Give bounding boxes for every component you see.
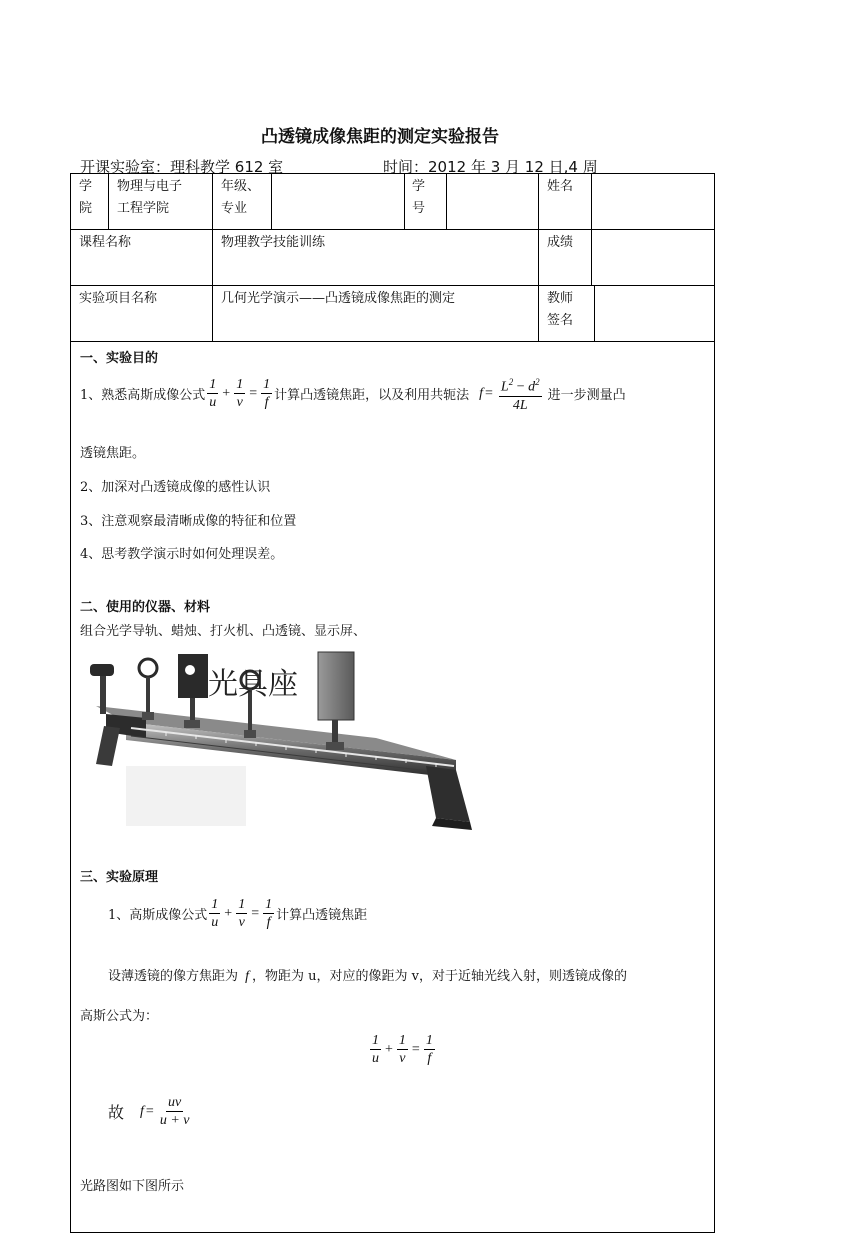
section-heading-materials: 二、使用的仪器、材料: [80, 600, 211, 615]
lab-room-line: 开课实验室：理科教学 612 室: [80, 158, 284, 176]
principle-paragraph-cont: 高斯公式为：: [80, 1009, 159, 1024]
section-heading-objectives: 一、实验目的: [80, 351, 159, 366]
col-divider: [108, 173, 109, 229]
principle-item-1: 1、高斯成像公式 $\frac{1}{u}$ + $\frac{1}{v}$ = $\frac{1}{f}$ 计算凸透镜焦距: [108, 897, 368, 930]
college-label: 学 院: [79, 179, 93, 216]
course-value: 物理教学技能训练: [221, 235, 326, 250]
objective-item-2: 2、加深对凸透镜成像的感性认识: [80, 480, 271, 495]
objective-item-3: 3、注意观察最清晰成像的特征和位置: [80, 514, 297, 529]
project-label: 实验项目名称: [79, 291, 158, 306]
col-divider: [404, 173, 405, 229]
row-divider-2: [70, 285, 715, 286]
row-divider-3: [70, 341, 715, 342]
grade-label: 年级、 专业: [221, 179, 261, 216]
col-divider: [594, 285, 595, 341]
section-heading-principle: 三、实验原理: [80, 870, 159, 885]
principle-paragraph: 设薄透镜的像方焦距为 f ，物距为 u，对应的像距为 v，对于近轴光线入射，则透镜成像的: [108, 969, 628, 984]
diagram-caption: 光路图如下图所示: [80, 1179, 185, 1194]
image-caption: 光具座: [208, 667, 298, 702]
document-title: 凸透镜成像焦距的测定实验报告: [261, 127, 499, 147]
optical-bench-image: [86, 646, 482, 836]
col-divider: [446, 173, 447, 229]
student-id-label: 学 号: [412, 179, 426, 216]
materials-list: 组合光学导轨、蜡烛、打火机、凸透镜、显示屏、: [80, 624, 367, 639]
formula-1-over-v: $\frac{1}{v}$: [236, 377, 244, 411]
formula-1-over-u: $\frac{1}{u}$: [209, 377, 217, 411]
formula-1-over-f: $\frac{1}{f}$: [263, 377, 271, 411]
col-divider: [271, 173, 272, 229]
col-divider: [591, 173, 592, 285]
project-value: 几何光学演示——凸透镜成像焦距的测定: [221, 291, 456, 306]
score-label: 成绩: [547, 235, 574, 250]
gauss-formula: $\frac{1}{u}$ + $\frac{1}{v}$ = $\frac{1}{f}$: [372, 1033, 433, 1066]
college-value: 物理与电子 工程学院: [117, 179, 183, 216]
conjugate-formula: $\frac{L^2 - d^2}{4L}$: [499, 374, 542, 414]
objective-item-4: 4、思考教学演示时如何处理误差。: [80, 547, 284, 562]
course-label: 课程名称: [79, 235, 132, 250]
row-divider-1: [70, 229, 715, 230]
name-label: 姓名: [547, 179, 574, 194]
objective-item-1-cont: 透镜焦距。: [80, 446, 146, 461]
objective-item-1: 1、熟悉高斯成像公式 $\frac{1}{u}$ + $\frac{1}{v}$ = $\frac{1}{f}$ 计算凸透镜焦距，以及利用共轭法 f = $\frac{L^2 - d^2}{4L}$ 进一步测量凸: [80, 374, 626, 414]
focal-length-formula: 故 f = $\frac{uv}{u + v}$: [108, 1095, 190, 1128]
date-line: 时间：2012 年 3 月 12 日,4 周: [383, 158, 598, 176]
teacher-sign-label: 教师 签名: [547, 291, 574, 328]
col-divider: [538, 173, 539, 341]
col-divider: [212, 173, 213, 341]
